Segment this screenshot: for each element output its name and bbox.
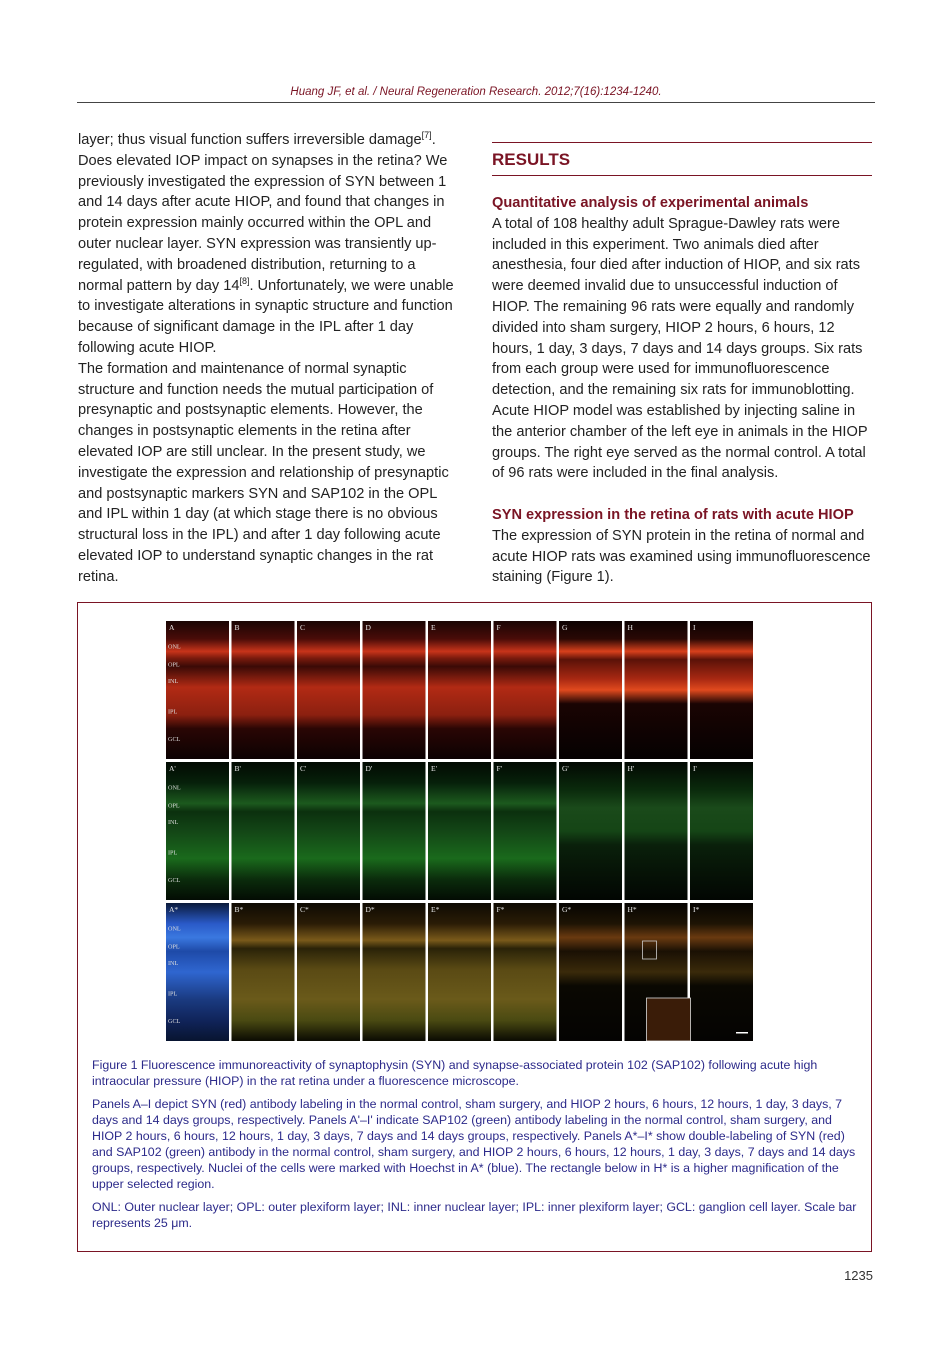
micrograph-panel xyxy=(559,762,622,900)
running-head: Huang JF, et al. / Neural Regeneration Research. 2012;7(16):1234-1240. xyxy=(290,86,662,98)
scale-bar xyxy=(736,1032,748,1034)
micrograph-panel xyxy=(297,621,360,759)
caption-abbreviations: ONL: Outer nuclear layer; OPL: outer plexiform layer; INL: inner nuclear layer; IPL: inner plexiform layer; GCL: ganglion cell layer. Scale bar represents 25 μm. xyxy=(92,1200,857,1230)
panel-label: B* xyxy=(234,905,244,914)
layer-label: ONL xyxy=(168,784,181,792)
micrograph-panel xyxy=(363,621,426,759)
layer-label: IPL xyxy=(168,990,178,998)
figure-caption xyxy=(92,1057,862,1238)
panel-label: I xyxy=(693,623,696,632)
ref-8[interactable]: [8] xyxy=(239,275,250,286)
micrograph-panel xyxy=(428,903,491,1041)
micrograph-panel xyxy=(559,621,622,759)
micrograph-panel xyxy=(494,621,557,759)
left-column xyxy=(78,130,463,588)
panel-label: F* xyxy=(496,905,505,914)
panel-label: D* xyxy=(365,905,375,914)
layer-label: GCL xyxy=(168,1018,181,1026)
panel-label: E' xyxy=(431,764,437,773)
panel-label: G* xyxy=(562,905,572,914)
panel-label: A xyxy=(169,623,175,632)
panel-label: C* xyxy=(300,905,309,914)
layer-label: IPL xyxy=(168,849,178,857)
panel-label: D' xyxy=(365,764,373,773)
panel-label: F' xyxy=(496,764,503,773)
panel-label: C' xyxy=(300,764,307,773)
panel-label: B xyxy=(234,623,240,632)
panel-label: A* xyxy=(169,905,179,914)
layer-label: ONL xyxy=(168,925,181,933)
layer-label: GCL xyxy=(168,736,181,744)
micrograph-panel xyxy=(232,762,295,900)
panel-label: H xyxy=(627,623,633,632)
caption-panels: Panels A–I depict SYN (red) antibody labeling in the normal control, sham surgery, and HIOP 2 hours, 6 hours, 12 hours, 1 day, 3 days, 7 days and 14 days groups, respectively. Panels A'–I' indicate SAP102 (green) antibody labeling in the normal control, sham surgery, and HIOP 2 hours, 6 hours, 12 hours, 1 day, 3 days, 7 days and 14 days groups, respectively. Panels A*–I* show double-labeling of SYN (red) and SAP102 (green) antibody in the normal control, sham surgery, and HIOP 2 hours, 6 hours, 12 hours, 1 day, 3 days, 7 days and 14 days groups, respectively. Nuclei of the cells were marked with Hoechst in A* (blue). The rectangle below in H* is a higher magnification of the upper selected region. xyxy=(92,1097,856,1191)
panel-label: H' xyxy=(627,764,635,773)
micrograph-panel xyxy=(559,903,622,1041)
layer-label: OPL xyxy=(168,943,180,951)
intro-paragraph-1 xyxy=(78,130,463,359)
micrograph-panel xyxy=(625,621,688,759)
p1-text-b: . Does elevated IOP impact on synapses in the retina? We previously investigated the expression of SYN between 1 and 14 days after acute HIOP, and found that changes in protein expression mainly occurred within the OPL and outer nuclear layer. SYN expression was transiently up-regulated, with broadened distribution, returning to a normal pattern by day 14 xyxy=(78,132,448,294)
magnified-inset xyxy=(647,998,691,1041)
panel-label: G xyxy=(562,623,568,632)
micrograph-panel xyxy=(297,903,360,1041)
intro-paragraph-2: The formation and maintenance of normal synaptic structure and function needs the mutual participation of presynaptic and postsynaptic elements. However, the changes in postsynaptic elements in the retina after elevated IOP are still unclear. In the present study, we investigate the expression and relationship of presynaptic and postsynaptic markers SYN and SAP102 in the OPL and IPL within 1 day (at which stage there is no obvious structural loss in the IPL) and after 1 day following acute elevated IOP to understand synaptic changes in the rat retina. xyxy=(78,360,449,585)
results-heading-box xyxy=(492,142,872,176)
micrograph-panel xyxy=(690,621,753,759)
panel-label: G' xyxy=(562,764,569,773)
layer-label: INL xyxy=(168,960,179,968)
layer-label: OPL xyxy=(168,661,180,669)
layer-label: IPL xyxy=(168,708,178,716)
micrograph-panel xyxy=(625,762,688,900)
panel-label: E* xyxy=(431,905,440,914)
micrograph-panel xyxy=(428,621,491,759)
subheading-syn-expression: SYN expression in the retina of rats with acute HIOP xyxy=(492,506,854,523)
caption-title: Figure 1 Fluorescence immunoreactivity of synaptophysin (SYN) and synapse-associated protein 102 (SAP102) following acute high intraocular pressure (HIOP) in the rat retina under a fluorescence microscope. xyxy=(92,1058,818,1088)
subheading-quantitative-analysis: Quantitative analysis of experimental animals xyxy=(492,195,809,211)
layer-label: OPL xyxy=(168,802,180,810)
micrograph-grid xyxy=(166,621,755,1041)
micrograph-panel xyxy=(690,903,753,1041)
layer-label: GCL xyxy=(168,877,181,885)
p1-text-a: layer; thus visual function suffers irreversible damage xyxy=(78,132,422,148)
right-column xyxy=(492,130,878,588)
panel-label: H* xyxy=(627,905,637,914)
panel-label: F xyxy=(496,623,501,632)
micrograph-panel xyxy=(494,903,557,1041)
page-number: 1235 xyxy=(844,1268,873,1283)
panel-label: A' xyxy=(169,764,176,773)
layer-label: ONL xyxy=(168,643,181,651)
micrograph-panel xyxy=(232,621,295,759)
panel-label: I* xyxy=(693,905,700,914)
section-title-results: RESULTS xyxy=(492,150,571,169)
micrograph-panel xyxy=(690,762,753,900)
panel-label: I' xyxy=(693,764,697,773)
micrograph-panel xyxy=(363,903,426,1041)
micrograph-panel xyxy=(428,762,491,900)
panel-label: B' xyxy=(234,764,241,773)
results-paragraph-2: The expression of SYN protein in the retina of normal and acute HIOP rats was examined using immunofluorescence staining (Figure 1). xyxy=(492,527,871,586)
layer-label: INL xyxy=(168,819,179,827)
micrograph-panel xyxy=(232,903,295,1041)
panel-label: E xyxy=(431,623,436,632)
panel-label: C xyxy=(300,623,306,632)
micrograph-panel xyxy=(363,762,426,900)
panel-label: D xyxy=(365,623,371,632)
figure-1 xyxy=(77,602,872,1252)
micrograph-panel xyxy=(297,762,360,900)
layer-label: INL xyxy=(168,678,179,686)
p1-text-c: . Unfortunately, we were unable to investigate alterations in synaptic structure and function because of significant damage in the IPL after 1 day following acute HIOP. xyxy=(78,277,454,356)
results-paragraph-1: A total of 108 healthy adult Sprague-Dawley rats were included in this experiment. Two animals died after anesthesia, four died after induction of HIOP, and six rats were deemed invalid due to unsuccessful induction of HIOP. The remaining 96 rats were equally and randomly divided into sham surgery, HIOP 2 hours, 6 hours, 12 hours, 1 day, 3 days, 7 days and 14 days groups. Six rats from each group were used for immunofluorescence detection, and the remaining six rats for immunoblotting. Acute HIOP model was established by injecting saline in the anterior chamber of the left eye in animals in the HIOP groups. The right eye served as the normal control. A total of 96 rats were included in the final analysis. xyxy=(492,215,868,482)
micrograph-panel xyxy=(494,762,557,900)
ref-7[interactable]: [7] xyxy=(421,130,432,141)
header-rule xyxy=(77,102,875,103)
